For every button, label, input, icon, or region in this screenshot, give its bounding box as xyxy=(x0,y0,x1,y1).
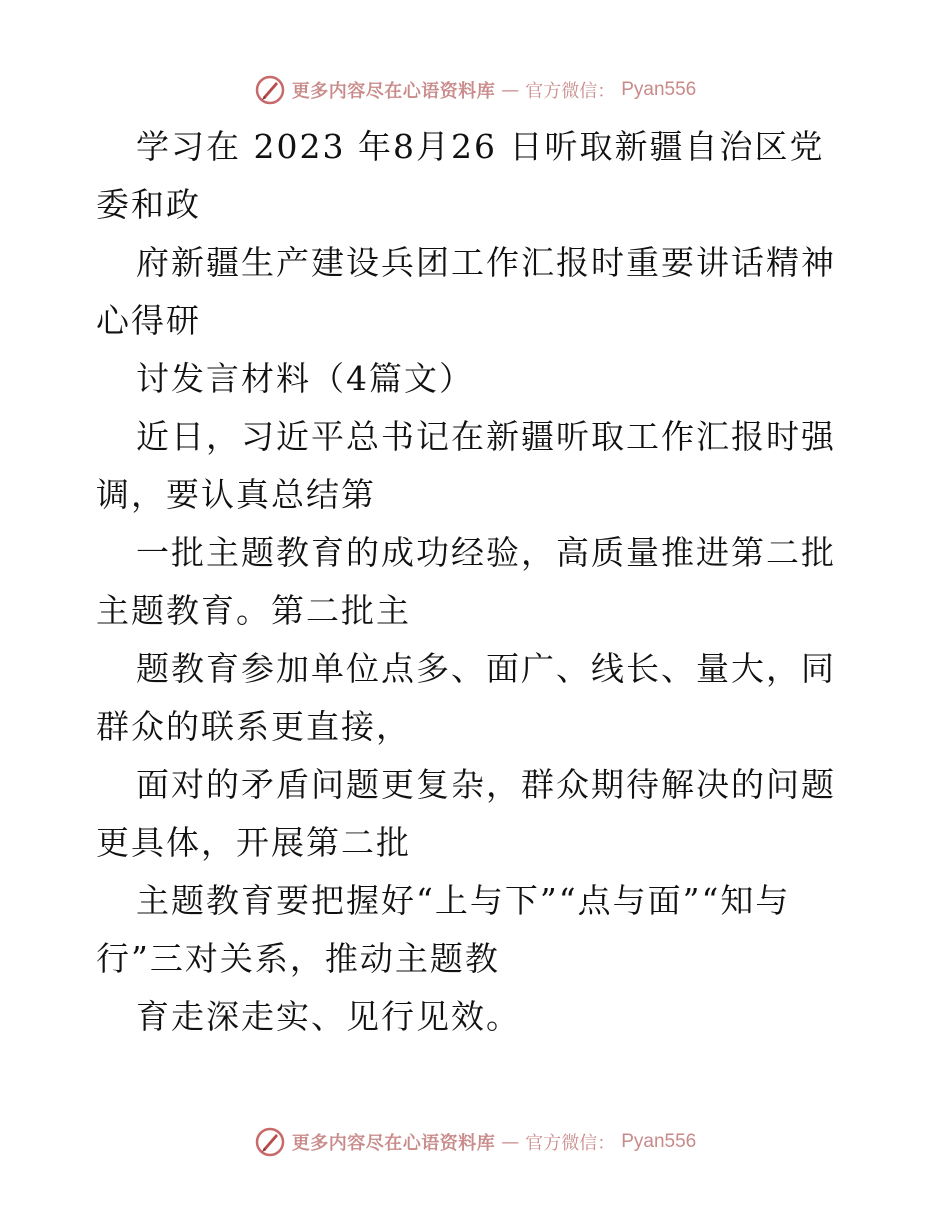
title-line-1: 学习在 2023 年8月26 日听取新疆自治区党委和政 xyxy=(96,127,825,224)
header-watermark xyxy=(0,70,950,110)
watermark-separator: — xyxy=(501,79,520,101)
watermark-wechat-label: 官方微信： xyxy=(525,81,616,102)
body-paragraph: 近日，习近平总书记在新疆听取工作汇报时强调，要认真总结第 xyxy=(96,417,836,514)
watermark-site-text: 更多内容尽在心语资料库 xyxy=(291,1133,496,1154)
watermark-wechat-id: Pyan556 xyxy=(621,1131,697,1152)
document-body xyxy=(96,118,856,1046)
watermark-separator: — xyxy=(501,1131,520,1153)
body-paragraph: 主题教育要把握好“上与下”“点与面”“知与行”三对关系，推动主题教 xyxy=(96,881,791,978)
footer-watermark xyxy=(0,1122,950,1162)
watermark-wechat-id: Pyan556 xyxy=(621,79,697,100)
quill-logo-icon xyxy=(254,74,286,106)
body-paragraph: 育走深走实、见行见效。 xyxy=(136,997,521,1036)
quill-logo-icon xyxy=(254,1126,286,1158)
watermark-wechat-label: 官方微信： xyxy=(525,1133,616,1154)
body-paragraph: 面对的矛盾问题更复杂，群众期待解决的问题更具体，开展第二批 xyxy=(96,765,836,862)
title-line-3: 讨发言材料（4篇文） xyxy=(136,359,474,398)
title-line-2: 府新疆生产建设兵团工作汇报时重要讲话精神心得研 xyxy=(96,243,836,340)
body-paragraph: 题教育参加单位点多、面广、线长、量大，同群众的联系更直接， xyxy=(96,649,836,746)
watermark-site-text: 更多内容尽在心语资料库 xyxy=(291,81,496,102)
body-paragraph: 一批主题教育的成功经验，高质量推进第二批主题教育。第二批主 xyxy=(96,533,836,630)
